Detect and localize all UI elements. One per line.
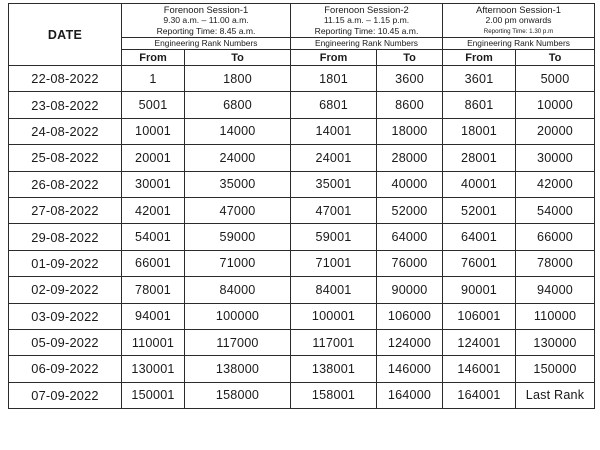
rank-numbers-subheader: Engineering Rank Numbers [291, 38, 443, 50]
rank-from-cell: 35001 [291, 171, 377, 197]
date-column-header: DATE [9, 4, 122, 66]
rank-from-cell: 78001 [122, 277, 185, 303]
session-title: Forenoon Session-2 [324, 4, 409, 15]
rank-from-cell: 150001 [122, 382, 185, 408]
rank-to-cell: 130000 [516, 329, 595, 355]
rank-from-cell: 14001 [291, 118, 377, 144]
date-cell: 03-09-2022 [9, 303, 122, 329]
to-column-header: To [185, 50, 291, 66]
from-column-header: From [122, 50, 185, 66]
rank-to-cell: 146000 [377, 356, 443, 382]
rank-to-cell: 40000 [377, 171, 443, 197]
rank-to-cell: 20000 [516, 118, 595, 144]
rank-from-cell: 6801 [291, 92, 377, 118]
rank-numbers-subheader: Engineering Rank Numbers [443, 38, 595, 50]
session-header-forenoon-1 [122, 4, 291, 38]
rank-from-cell: 8601 [443, 92, 516, 118]
rank-from-cell: 42001 [122, 197, 185, 223]
table-row [9, 250, 595, 276]
date-cell: 07-09-2022 [9, 382, 122, 408]
table-row [9, 277, 595, 303]
date-cell: 01-09-2022 [9, 250, 122, 276]
to-column-header: To [516, 50, 595, 66]
rank-to-cell: 110000 [516, 303, 595, 329]
rank-to-cell: 66000 [516, 224, 595, 250]
rank-to-cell: 78000 [516, 250, 595, 276]
rank-from-cell: 1 [122, 66, 185, 92]
rank-to-cell: 94000 [516, 277, 595, 303]
rank-to-cell: 6800 [185, 92, 291, 118]
rank-to-cell: 150000 [516, 356, 595, 382]
rank-to-cell: 35000 [185, 171, 291, 197]
rank-to-cell: 71000 [185, 250, 291, 276]
rank-to-cell: 3600 [377, 66, 443, 92]
table-row [9, 145, 595, 171]
rank-from-cell: 100001 [291, 303, 377, 329]
date-cell: 29-08-2022 [9, 224, 122, 250]
rank-from-cell: 146001 [443, 356, 516, 382]
table-row [9, 171, 595, 197]
date-cell: 25-08-2022 [9, 145, 122, 171]
rank-from-cell: 90001 [443, 277, 516, 303]
rank-to-cell: 10000 [516, 92, 595, 118]
rank-to-cell: 5000 [516, 66, 595, 92]
rank-to-cell: 90000 [377, 277, 443, 303]
rank-to-cell: 59000 [185, 224, 291, 250]
from-column-header: From [291, 50, 377, 66]
rank-from-cell: 59001 [291, 224, 377, 250]
rank-from-cell: 5001 [122, 92, 185, 118]
rank-from-cell: 110001 [122, 329, 185, 355]
rank-from-cell: 106001 [443, 303, 516, 329]
rank-from-cell: 94001 [122, 303, 185, 329]
rank-to-cell: 42000 [516, 171, 595, 197]
date-cell: 27-08-2022 [9, 197, 122, 223]
rank-to-cell: 158000 [185, 382, 291, 408]
rank-to-cell: 47000 [185, 197, 291, 223]
rank-numbers-subheader: Engineering Rank Numbers [122, 38, 291, 50]
rank-to-cell: 52000 [377, 197, 443, 223]
rank-from-cell: 84001 [291, 277, 377, 303]
rank-to-cell: 124000 [377, 329, 443, 355]
rank-from-cell: 54001 [122, 224, 185, 250]
date-cell: 23-08-2022 [9, 92, 122, 118]
rank-to-cell: 54000 [516, 197, 595, 223]
rank-from-cell: 158001 [291, 382, 377, 408]
rank-to-cell: 76000 [377, 250, 443, 276]
session-reporting-time: Reporting Time: 10.45 a.m. [314, 26, 419, 36]
rank-from-cell: 20001 [122, 145, 185, 171]
table-row [9, 118, 595, 144]
session-title: Forenoon Session-1 [163, 4, 249, 15]
rank-to-cell: 30000 [516, 145, 595, 171]
rank-from-cell: 76001 [443, 250, 516, 276]
session-header-forenoon-2 [291, 4, 443, 38]
table-row [9, 303, 595, 329]
date-cell: 24-08-2022 [9, 118, 122, 144]
rank-to-cell: 24000 [185, 145, 291, 171]
rank-from-cell: 138001 [291, 356, 377, 382]
rank-from-cell: 130001 [122, 356, 185, 382]
to-column-header: To [377, 50, 443, 66]
schedule-table [8, 3, 595, 409]
date-cell: 26-08-2022 [9, 171, 122, 197]
rank-to-cell: 64000 [377, 224, 443, 250]
rank-to-cell: 14000 [185, 118, 291, 144]
rank-from-cell: 24001 [291, 145, 377, 171]
date-cell: 06-09-2022 [9, 356, 122, 382]
rank-from-cell: 124001 [443, 329, 516, 355]
table-row [9, 66, 595, 92]
session-title: Afternoon Session-1 [476, 4, 561, 15]
rank-from-cell: 164001 [443, 382, 516, 408]
rank-from-cell: 117001 [291, 329, 377, 355]
rank-to-cell: 106000 [377, 303, 443, 329]
table-row [9, 356, 595, 382]
from-column-header: From [443, 50, 516, 66]
table-row [9, 382, 595, 408]
table-row [9, 224, 595, 250]
session-time: 11.15 a.m. – 1.15 p.m. [323, 15, 410, 25]
table-row [9, 92, 595, 118]
rank-to-cell: 138000 [185, 356, 291, 382]
schedule-document [8, 3, 594, 409]
rank-from-cell: 3601 [443, 66, 516, 92]
rank-from-cell: 30001 [122, 171, 185, 197]
rank-to-cell: 84000 [185, 277, 291, 303]
date-cell: 22-08-2022 [9, 66, 122, 92]
rank-from-cell: 28001 [443, 145, 516, 171]
rank-to-cell: 8600 [377, 92, 443, 118]
rank-from-cell: 40001 [443, 171, 516, 197]
rank-from-cell: 52001 [443, 197, 516, 223]
session-time: 9.30 a.m. – 11.00 a.m. [163, 15, 249, 25]
rank-to-cell: 164000 [377, 382, 443, 408]
session-reporting-time: Reporting Time: 1.30 p.m [483, 28, 554, 35]
rank-from-cell: 64001 [443, 224, 516, 250]
rank-to-cell: 28000 [377, 145, 443, 171]
rank-to-cell: 100000 [185, 303, 291, 329]
rank-to-cell: 117000 [185, 329, 291, 355]
rank-to-cell: 1800 [185, 66, 291, 92]
session-reporting-time: Reporting Time: 8.45 a.m. [156, 26, 256, 36]
session-header-afternoon-1 [443, 4, 595, 38]
date-cell: 02-09-2022 [9, 277, 122, 303]
rank-to-cell: Last Rank [516, 382, 595, 408]
rank-from-cell: 66001 [122, 250, 185, 276]
rank-from-cell: 10001 [122, 118, 185, 144]
table-row [9, 329, 595, 355]
rank-to-cell: 18000 [377, 118, 443, 144]
rank-from-cell: 18001 [443, 118, 516, 144]
date-cell: 05-09-2022 [9, 329, 122, 355]
rank-from-cell: 71001 [291, 250, 377, 276]
rank-from-cell: 47001 [291, 197, 377, 223]
table-row [9, 197, 595, 223]
schedule-rows [9, 66, 595, 409]
rank-from-cell: 1801 [291, 66, 377, 92]
session-time: 2.00 pm onwards [485, 15, 552, 25]
